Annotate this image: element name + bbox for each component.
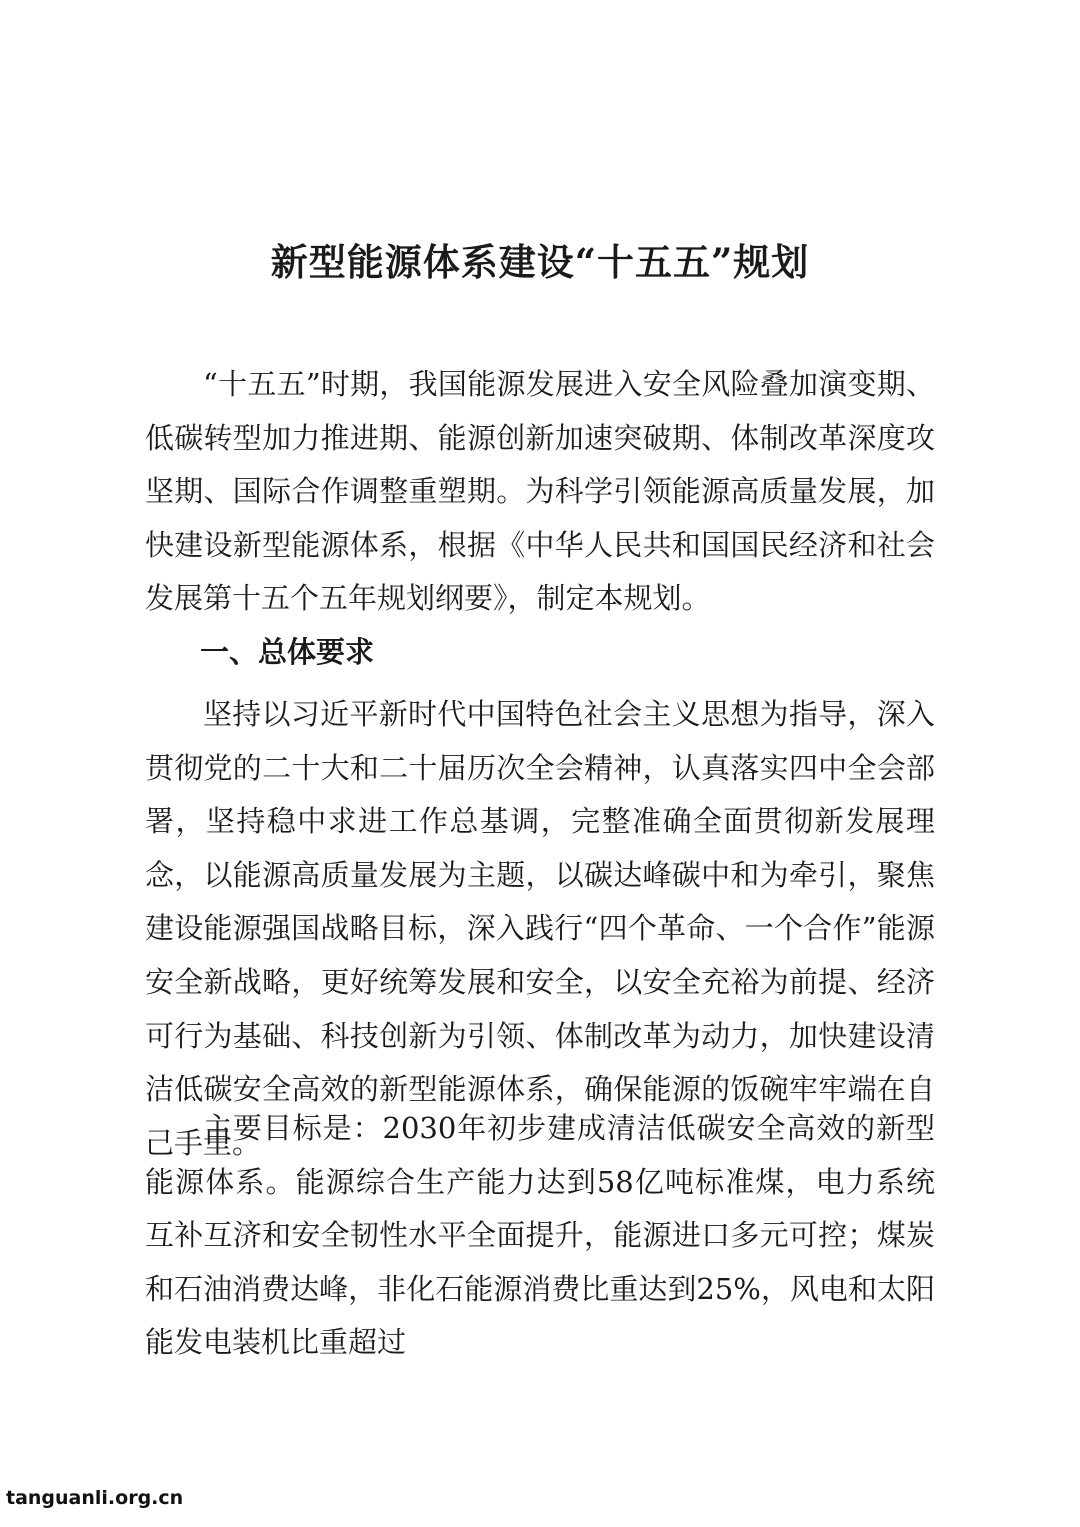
intro-paragraph-block — [145, 358, 935, 626]
goals-paragraph: 主要目标是：2030年初步建成清洁低碳安全高效的新型能源体系。能源综合生产能力达到58亿吨标准煤，电力系统互补互济和安全韧性水平全面提升，能源进口多元可控；煤炭和石油消费达峰，非化石能源消费比重达到25%，风电和太阳能发电装机比重超过 — [145, 1111, 935, 1360]
goals-paragraph-block — [145, 1102, 935, 1370]
site-watermark: tanguanli.org.cn — [6, 1487, 184, 1509]
intro-paragraph: “十五五”时期，我国能源发展进入安全风险叠加演变期、低碳转型加力推进期、能源创新加速突破期、体制改革深度攻坚期、国际合作调整重塑期。为科学引领能源高质量发展，加快建设新型能源体系，根据《中华人民共和国国民经济和社会发展第十五个五年规划纲要》，制定本规划。 — [145, 367, 935, 616]
document-title: 新型能源体系建设“十五五”规划 — [270, 240, 810, 284]
section-heading: 一、总体要求 — [200, 635, 375, 669]
guiding-paragraph: 坚持以习近平新时代中国特色社会主义思想为指导，深入贯彻党的二十大和二十届历次全会精神，认真落实四中全会部署，坚持稳中求进工作总基调，完整准确全面贯彻新发展理念，以能源高质量发展为主题，以碳达峰碳中和为牵引，聚焦建设能源强国战略目标，深入践行“四个革命、一个合作”能源安全新战略，更好统筹发展和安全，以安全充裕为前提、经济可行为基础、科技创新为引领、体制改革为动力，加快建设清洁低碳安全高效的新型能源体系，确保能源的饭碗牢牢端在自己手里。 — [145, 697, 935, 1160]
guiding-paragraph-block — [145, 688, 935, 1170]
